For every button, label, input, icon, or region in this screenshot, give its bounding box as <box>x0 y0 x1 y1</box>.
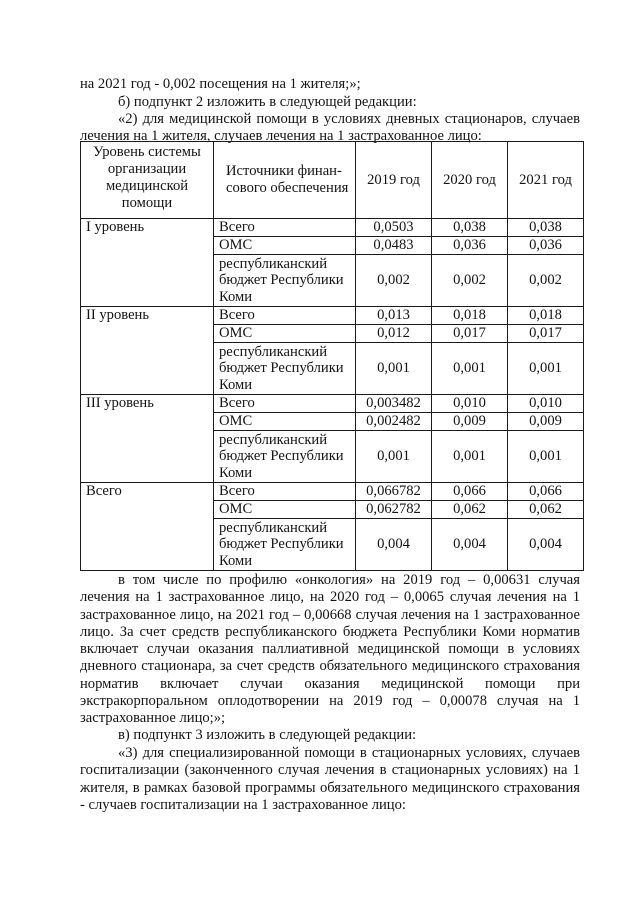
subpoint-v-line: в) подпункт 3 изложить в следующей редакции: <box>118 727 417 743</box>
source-cell: Всего <box>214 483 356 501</box>
oncology-paragraph: в том числе по профилю «онкология» на 2019 год – 0,00631 случая лечения на 1 застрахованное лицо, на 2020 год – 0,0065 случая лечения на 1 застрахованное лицо, на 2021 год – 0,00668 случая лечения на 1 застрахованное лицо. За счет средств республиканского бюджета Республики Коми норматив включает случаи оказания паллиативной медицинской помощи в условиях дневного стационара, за счет средств обязательного медицинского страхования норматив включает случаи оказания медицинской помощи при экстракорпоральном оплодотворении на 2019 год – 0,00078 случая на 1 застрахованное лицо;»; <box>80 572 580 727</box>
value-2020: 0,001 <box>432 343 508 395</box>
value-2021: 0,004 <box>508 519 584 571</box>
header-2020: 2020 год <box>432 142 508 219</box>
source-cell: ОМС <box>214 413 356 431</box>
value-2021: 0,017 <box>508 325 584 343</box>
value-2021: 0,010 <box>508 395 584 413</box>
value-2020: 0,002 <box>432 255 508 307</box>
value-2019: 0,0483 <box>356 237 432 255</box>
value-2020: 0,018 <box>432 307 508 325</box>
value-2020: 0,017 <box>432 325 508 343</box>
source-cell: республиканский бюджет Республики Коми <box>214 255 356 307</box>
value-2019: 0,062782 <box>356 501 432 519</box>
value-2021: 0,036 <box>508 237 584 255</box>
source-cell: Всего <box>214 307 356 325</box>
source-cell: ОМС <box>214 237 356 255</box>
value-2019: 0,002482 <box>356 413 432 431</box>
day-hospital-table <box>80 141 584 571</box>
source-cell: ОМС <box>214 501 356 519</box>
header-level: Уровень системы организации медицинской помощи <box>81 142 214 219</box>
value-2020: 0,004 <box>432 519 508 571</box>
level-cell: I уровень <box>81 219 214 307</box>
value-2019: 0,013 <box>356 307 432 325</box>
source-cell: республиканский бюджет Республики Коми <box>214 343 356 395</box>
intro-subpoint-b: б) подпункт 2 изложить в следующей редакции: <box>118 94 417 110</box>
value-2021: 0,066 <box>508 483 584 501</box>
source-cell: Всего <box>214 219 356 237</box>
value-2019: 0,002 <box>356 255 432 307</box>
value-2021: 0,002 <box>508 255 584 307</box>
value-2019: 0,012 <box>356 325 432 343</box>
value-2019: 0,004 <box>356 519 432 571</box>
source-cell: республиканский бюджет Республики Коми <box>214 431 356 483</box>
value-2020: 0,009 <box>432 413 508 431</box>
value-2019: 0,001 <box>356 343 432 395</box>
value-2020: 0,001 <box>432 431 508 483</box>
table-header-row <box>81 142 584 219</box>
value-2019: 0,001 <box>356 431 432 483</box>
value-2019: 0,0503 <box>356 219 432 237</box>
value-2021: 0,009 <box>508 413 584 431</box>
header-source: Источники финан-сового обеспечения <box>214 142 356 219</box>
value-2020: 0,062 <box>432 501 508 519</box>
intro-line-2021: на 2021 год - 0,002 посещения на 1 жителя;»; <box>80 76 361 92</box>
source-cell: ОМС <box>214 325 356 343</box>
value-2020: 0,036 <box>432 237 508 255</box>
value-2021: 0,062 <box>508 501 584 519</box>
source-cell: Всего <box>214 395 356 413</box>
value-2019: 0,066782 <box>356 483 432 501</box>
table-row <box>81 307 584 325</box>
stationary-care-paragraph: «3) для специализированной помощи в стационарных условиях, случаев госпитализации (законченного случая лечения в стационарных условиях) на 1 жителя, в рамках базовой программы обязательного медицинского страхования - случаев госпитализации на 1 застрахованное лицо: <box>80 745 580 813</box>
value-2020: 0,038 <box>432 219 508 237</box>
level-cell: Всего <box>81 483 214 571</box>
value-2019: 0,003482 <box>356 395 432 413</box>
value-2020: 0,010 <box>432 395 508 413</box>
value-2021: 0,018 <box>508 307 584 325</box>
level-cell: III уровень <box>81 395 214 483</box>
table-row <box>81 395 584 413</box>
value-2021: 0,001 <box>508 343 584 395</box>
table-row <box>81 483 584 501</box>
header-2019: 2019 год <box>356 142 432 219</box>
level-cell: II уровень <box>81 307 214 395</box>
header-2021: 2021 год <box>508 142 584 219</box>
source-cell: республиканский бюджет Республики Коми <box>214 519 356 571</box>
value-2021: 0,038 <box>508 219 584 237</box>
value-2021: 0,001 <box>508 431 584 483</box>
table-row <box>81 219 584 237</box>
intro-para-day-hospital: «2) для медицинской помощи в условиях дневных стационаров, случаев лечения на 1 жителя, случаев лечения на 1 застрахованное лицо: <box>80 111 580 145</box>
value-2020: 0,066 <box>432 483 508 501</box>
